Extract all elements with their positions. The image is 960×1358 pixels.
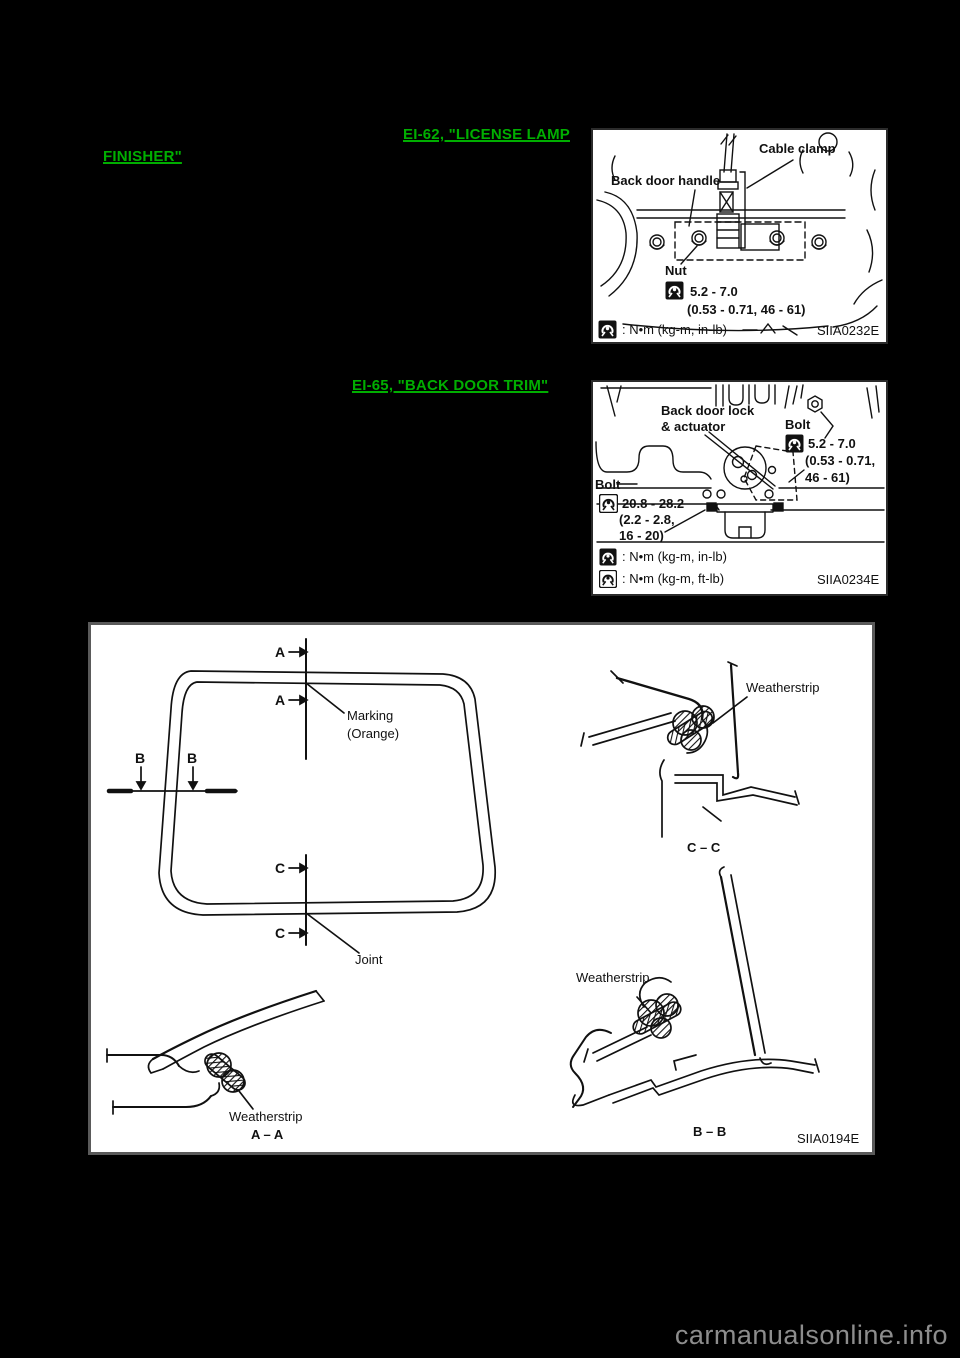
section-marker-a2: A — [275, 692, 286, 708]
lock-actuator-label-line1: Back door lock — [661, 403, 755, 418]
torque-wrench-icon — [598, 320, 617, 339]
bolt-lower-torque-alt1: (2.2 - 2.8, — [619, 512, 675, 527]
cable-clamp-label: Cable clamp — [759, 141, 836, 156]
figure-id: SIIA0232E — [817, 323, 880, 338]
weatherstrip-label-bb: Weatherstrip — [576, 970, 650, 985]
bolt-upper-torque-alt1: (0.53 - 0.71, — [805, 453, 876, 468]
back-door-handle-label: Back door handle — [611, 173, 721, 188]
section-marker-a1: A — [275, 644, 286, 660]
torque-wrench-icon — [599, 548, 617, 566]
nut-torque-alt: (0.53 - 0.71, 46 - 61) — [687, 302, 806, 317]
section-title-bb: B – B — [693, 1124, 727, 1139]
bolt-upper-torque-value: 5.2 - 7.0 — [808, 436, 856, 451]
section-title-cc: C – C — [687, 840, 721, 855]
legend-inlb: : N•m (kg-m, in-lb) — [622, 322, 727, 337]
section-marker-b1: B — [135, 750, 146, 766]
torque-wrench-icon-outline — [599, 570, 617, 588]
bolt-glyph — [808, 396, 822, 412]
torque-wrench-icon — [665, 281, 684, 300]
nut-glyphs — [650, 231, 826, 249]
marking-label-line2: (Orange) — [347, 726, 400, 741]
section-marker-b2: B — [187, 750, 198, 766]
section-marker-c1: C — [275, 860, 286, 876]
back-door-trim-link[interactable]: EI-65, "BACK DOOR TRIM" — [352, 377, 549, 394]
figure-back-door-handle — [591, 128, 888, 344]
bolt-lower-torque-value: 20.8 - 28.2 — [622, 496, 685, 511]
bolt-lower-label: Bolt — [595, 477, 621, 492]
bolt-upper-label: Bolt — [785, 417, 811, 432]
nut-torque-value: 5.2 - 7.0 — [690, 284, 738, 299]
figure-id: SIIA0234E — [817, 572, 880, 587]
figure-weatherstrip — [88, 622, 875, 1155]
section-aa-drawing — [107, 991, 324, 1114]
marking-label-line1: Marking — [347, 708, 394, 723]
lock-actuator-label-line2: & actuator — [661, 419, 726, 434]
nut-label: Nut — [665, 263, 687, 278]
weatherstrip-drawing — [91, 625, 872, 1152]
torque-wrench-icon-outline — [599, 494, 618, 513]
license-lamp-finisher-link-line2[interactable]: FINISHER" — [103, 148, 182, 165]
legend-inlb: : N•m (kg-m, in-lb) — [622, 549, 727, 564]
weatherstrip-label-cc: Weatherstrip — [746, 680, 820, 695]
section-bb-drawing — [571, 867, 819, 1107]
bolt-lower-torque-alt2: 16 - 20) — [619, 528, 664, 543]
weatherstrip-label-aa: Weatherstrip — [229, 1109, 303, 1124]
license-lamp-finisher-link-line1[interactable]: EI-62, "LICENSE LAMP — [403, 126, 570, 143]
bolt-upper-torque-alt2: 46 - 61) — [805, 470, 850, 485]
figure-id: SIIA0194E — [797, 1131, 860, 1146]
joint-label: Joint — [355, 952, 383, 967]
torque-wrench-icon — [785, 434, 804, 453]
section-title-aa: A – A — [251, 1127, 284, 1142]
legend-ftlb: : N•m (kg-m, ft-lb) — [622, 571, 725, 586]
watermark-text: carmanualsonline.info — [674, 1320, 948, 1350]
figure-back-door-lock — [591, 380, 888, 596]
section-marker-c2: C — [275, 925, 286, 941]
